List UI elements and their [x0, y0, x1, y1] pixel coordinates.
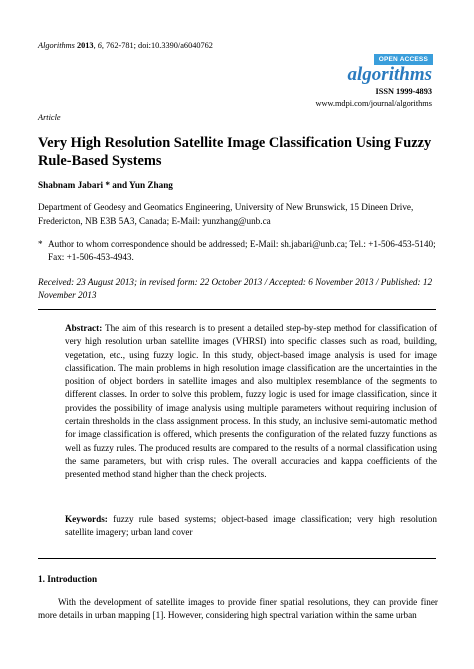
citation-journal: Algorithms [38, 41, 75, 50]
issn: ISSN 1999-4893 [375, 87, 432, 96]
journal-name: algorithms [347, 64, 432, 85]
keywords [65, 513, 437, 540]
divider-bottom [38, 558, 436, 559]
journal-url[interactable]: www.mdpi.com/journal/algorithms [315, 99, 432, 108]
citation-volume: 6 [97, 41, 102, 50]
section-heading: 1. Introduction [38, 574, 98, 584]
correspondence [38, 238, 438, 264]
affiliation: Department of Geodesy and Geomatics Engineering, University of New Brunswick, 15 Dineen Drive, Fredericton, NB E3B 5A3, Canada; E-Mail: yunzhang@unb.ca [38, 202, 414, 226]
paper-title: Very High Resolution Satellite Image Classification Using Fuzzy Rule-Based Systems [38, 135, 432, 169]
article-type: Article [38, 113, 61, 122]
citation-line: Algorithms 2013, 6, 762-781; doi:10.3390/a6040762 [38, 41, 213, 50]
keywords-label: Keywords: [65, 514, 108, 524]
divider-top [38, 309, 436, 310]
abstract-text: The aim of this research is to present a detailed step-by-step method for classification of very high resolution urban satellite images (VHRSI) into specific classes such as road, building, vegetation, etc., using fuzzy logic. In this study, object-based image analysis is used for image classification. The main problems in high resolution image classification are the uncertainties in the position of object borders in satellite images and also multiplex resemblance of the segments to different classes. In order to solve this problem, fuzzy logic is used for image classification, since it provides the possibility of image analysis using multiple parameters without requiring inclusion of certain thresholds in the class assignment process. In this study, an inclusive semi-automatic method for image classification is offered, which presents the configuration of the related fuzzy functions as well as fuzzy rules. The produced results are compared to the results of a normal classification using the same parameters, but with crisp rules. The overall accuracies and kappa coefficients of the presented method stand higher than the check projects. [65, 323, 437, 480]
introduction-text: With the development of satellite images to provide finer spatial resolutions, they can provide finer more details in urban mapping [1]. However, considering high spectral variation within the same urban [38, 597, 438, 621]
citation-year: 2013 [76, 41, 94, 50]
correspondence-text: Author to whom correspondence should be addressed; E-Mail: sh.jabari@unb.ca; Tel.: +1-506-453-5140; Fax: +1-506-453-4943. [48, 239, 436, 262]
authors: Shabnam Jabari * and Yun Zhang [38, 180, 173, 190]
citation-rest: , 762-781; doi:10.3390/a6040762 [101, 41, 213, 50]
keywords-text: fuzzy rule based systems; object-based image classification; very high resolution satellite imagery; urban land cover [65, 514, 437, 538]
abstract-label: Abstract: [65, 323, 103, 333]
abstract [65, 322, 437, 482]
open-access-badge: OPEN ACCESS [374, 54, 433, 65]
publication-dates: Received: 23 August 2013; in revised form: 22 October 2013 / Accepted: 6 November 2013 / Published: 12 November 2013 [38, 277, 433, 300]
correspondence-star: * [38, 239, 43, 249]
